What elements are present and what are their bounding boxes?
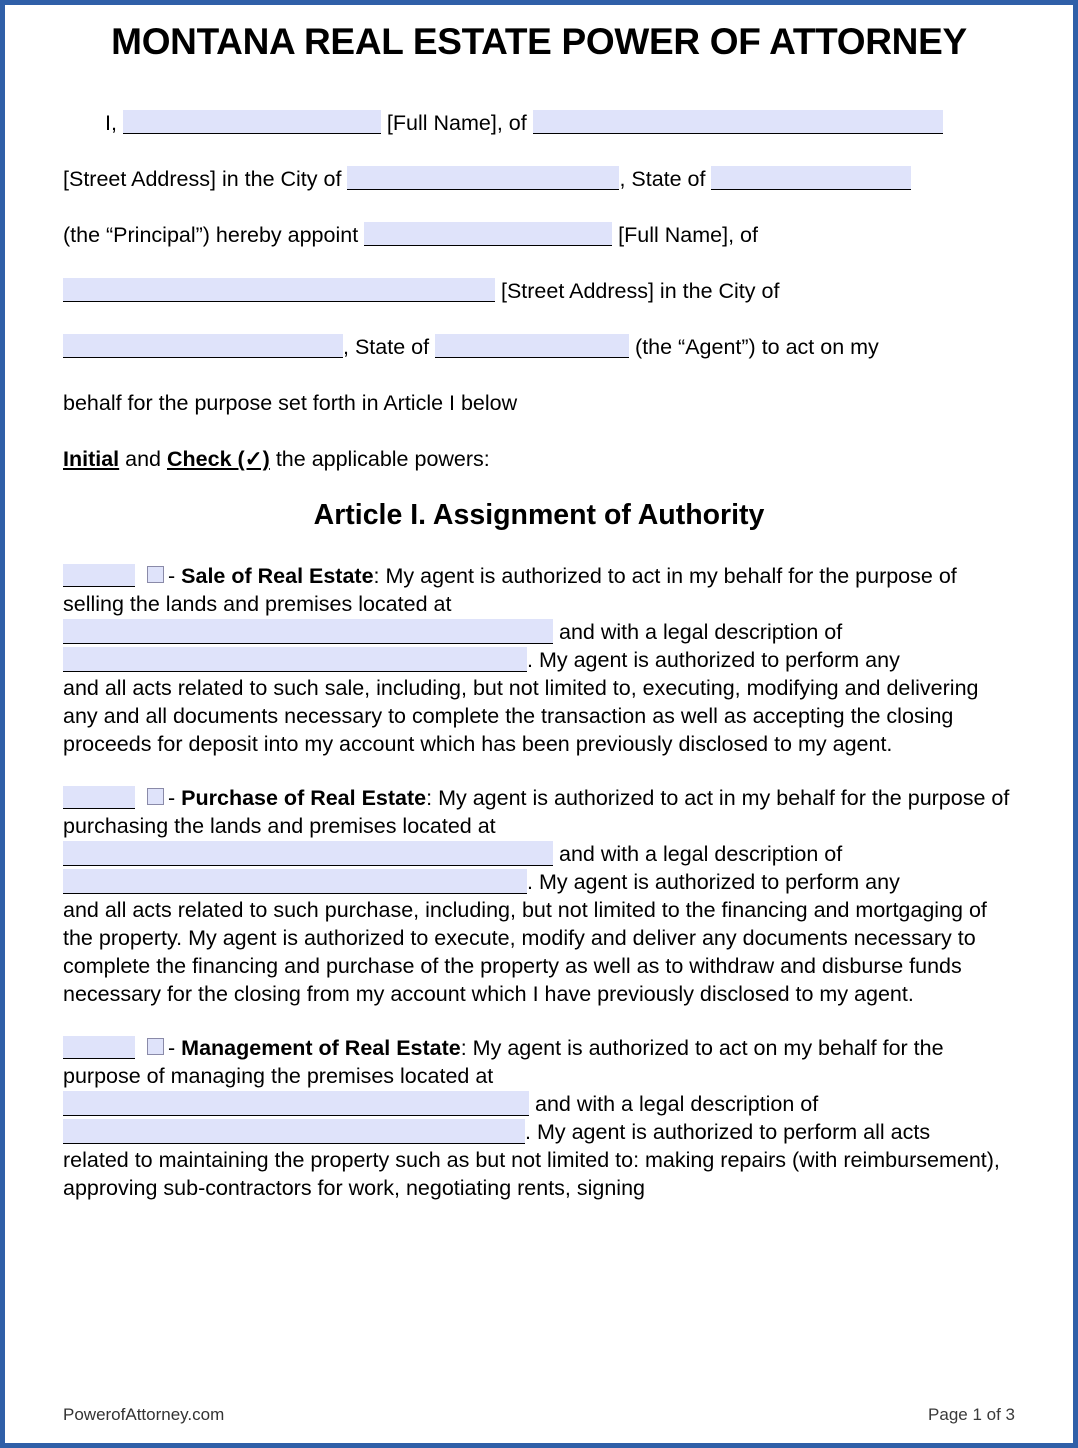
- initial-field-sale[interactable]: [63, 564, 135, 587]
- intro-line-4-suffix: [Street Address] in the City of: [500, 279, 780, 303]
- checkbox-purchase[interactable]: [147, 788, 164, 805]
- section-sale-line-3: [63, 646, 1015, 674]
- footer-brand: PowerofAttorney.com: [63, 1405, 225, 1424]
- section-sale-label: Sale of Real Estate: [181, 564, 374, 588]
- section-purchase-rest: and all acts related to such purchase, including, but not limited to the financing and mortgaging of the property. My agent is authorized to execute, modify and deliver any documents necessary to complete the financing and purchase of the property as well as to withdraw and disburse funds necessary for the closing from my account which I have previously disclosed to my agent.: [63, 898, 987, 1006]
- agent-name-field[interactable]: [364, 222, 612, 246]
- instruction-rest: the applicable powers:: [275, 447, 490, 471]
- principal-street-field[interactable]: [533, 110, 943, 134]
- intro-line-2: [63, 165, 1015, 193]
- instruction-and-word: and: [125, 447, 162, 471]
- intro-line-3-prefix: (the “Principal”) hereby appoint: [63, 223, 359, 247]
- section-management-label: Management of Real Estate: [181, 1036, 461, 1060]
- section-sale-rest: and all acts related to such sale, including, but not limited to, executing, modifying and delivering any and all documents necessary to complete the transaction as well as accepting the closing proceeds for deposit into my account which has been previously disclosed to my agent.: [63, 676, 979, 756]
- intro-line-2-prefix: [Street Address] in the City of: [63, 167, 342, 191]
- section-purchase-label: Purchase of Real Estate: [181, 786, 427, 810]
- intro-line-5-suffix: (the “Agent”) to act on my: [635, 335, 879, 359]
- initial-field-management[interactable]: [63, 1036, 135, 1059]
- article-heading: Article I. Assignment of Authority: [313, 499, 765, 531]
- sale-location-field[interactable]: [63, 619, 553, 644]
- section-purchase-dash: -: [168, 786, 176, 810]
- section-management-rest: related to maintaining the property such as but not limited to: making repairs (with reimbursement), approving sub-contractors for work, negotiating rents, signing: [63, 1148, 1000, 1200]
- page-footer: [63, 1405, 1015, 1425]
- intro-line-5-middle: , State of: [343, 335, 430, 359]
- principal-state-field[interactable]: [711, 166, 911, 190]
- agent-street-field[interactable]: [63, 278, 495, 302]
- section-purchase-line-2: [63, 840, 1015, 868]
- section-sale-of-real-estate: [63, 562, 1015, 758]
- intro-line-1: [63, 109, 1015, 137]
- agent-state-field[interactable]: [435, 334, 629, 358]
- intro-line-3: [63, 221, 1015, 249]
- section-purchase-of-real-estate: [63, 784, 1015, 1008]
- intro-block: [63, 109, 1015, 473]
- checkbox-sale[interactable]: [147, 566, 164, 583]
- section-purchase-after-blank: . My agent is authorized to perform any: [527, 870, 900, 894]
- section-sale-line-1: [63, 562, 1015, 618]
- section-sale-dash: -: [168, 564, 176, 588]
- intro-line-5: [63, 333, 1015, 361]
- management-legal-description-field[interactable]: [63, 1119, 525, 1144]
- section-management-line-2: [63, 1090, 1015, 1118]
- section-management-after-blank: . My agent is authorized to perform all acts: [525, 1120, 931, 1144]
- page-title: MONTANA REAL ESTATE POWER OF ATTORNEY: [111, 21, 967, 62]
- section-sale-line-2: [63, 618, 1015, 646]
- intro-line-1-prefix: I,: [105, 111, 117, 135]
- initial-field-purchase[interactable]: [63, 786, 135, 809]
- section-purchase-line-3: [63, 868, 1015, 896]
- section-purchase-mid: and with a legal description of: [558, 842, 843, 866]
- intro-line-3-suffix: [Full Name], of: [618, 223, 758, 247]
- instruction-check-word: Check (✓): [167, 447, 270, 471]
- section-purchase-intro: : My agent is authorized to act in my behalf for the purpose of purchasing the lands and premises located at: [63, 786, 1010, 838]
- section-management-of-real-estate: [63, 1034, 1015, 1202]
- section-sale-mid: and with a legal description of: [558, 620, 843, 644]
- sale-legal-description-field[interactable]: [63, 647, 527, 672]
- agent-city-field[interactable]: [63, 334, 343, 358]
- instruction-line: [63, 445, 1015, 473]
- section-management-mid: and with a legal description of: [534, 1092, 819, 1116]
- section-management-line-3: [63, 1118, 1015, 1146]
- purchase-legal-description-field[interactable]: [63, 869, 527, 894]
- principal-name-field[interactable]: [123, 110, 381, 134]
- intro-line-4: [63, 277, 1015, 305]
- checkbox-management[interactable]: [147, 1038, 164, 1055]
- section-purchase-line-1: [63, 784, 1015, 840]
- instruction-initial-word: Initial: [63, 447, 120, 471]
- intro-line-1-middle: [Full Name], of: [386, 111, 527, 135]
- principal-city-field[interactable]: [347, 166, 619, 190]
- footer-page-number: Page 1 of 3: [928, 1405, 1015, 1424]
- section-management-line-1: [63, 1034, 1015, 1090]
- management-location-field[interactable]: [63, 1091, 529, 1116]
- section-management-dash: -: [168, 1036, 176, 1060]
- section-management-intro: : My agent is authorized to act on my behalf for the purpose of managing the premises located at: [63, 1036, 944, 1088]
- intro-line-6: behalf for the purpose set forth in Article I below: [63, 391, 518, 415]
- intro-line-2-middle: , State of: [619, 167, 706, 191]
- section-sale-after-blank: . My agent is authorized to perform any: [527, 648, 900, 672]
- section-sale-intro: : My agent is authorized to act in my behalf for the purpose of selling the lands and premises located at: [63, 564, 957, 616]
- purchase-location-field[interactable]: [63, 841, 553, 866]
